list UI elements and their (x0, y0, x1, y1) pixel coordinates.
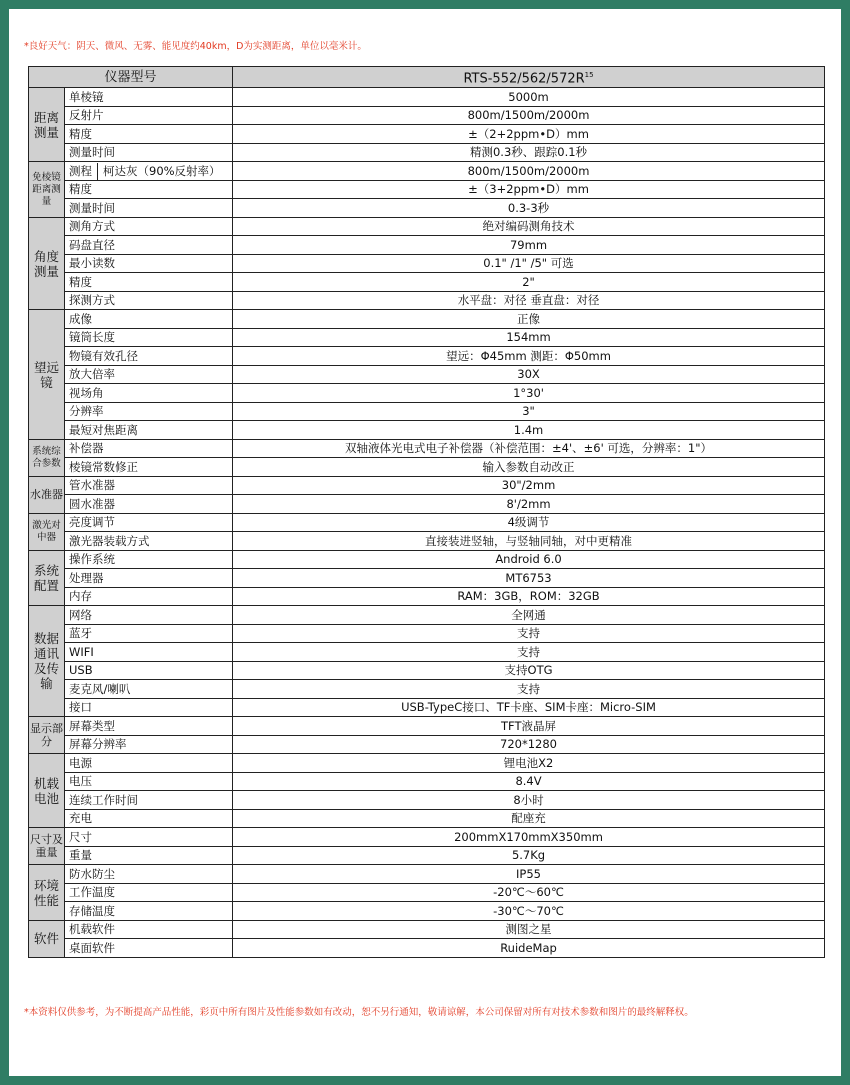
spec-value: 锂电池X2 (233, 754, 825, 773)
spec-label-cell (65, 772, 233, 791)
spec-value: 0.3-3秒 (233, 199, 825, 218)
spec-value: 绝对编码测角技术 (233, 217, 825, 236)
table-row (29, 920, 825, 939)
spec-table (28, 66, 825, 958)
spec-label-cell (65, 809, 233, 828)
header-label: 仪器型号 (29, 67, 233, 88)
table-row (29, 291, 825, 310)
spec-value: 5000m (233, 88, 825, 107)
spec-label-cell (65, 883, 233, 902)
table-row (29, 846, 825, 865)
spec-label-cell (65, 217, 233, 236)
spec-label: 精度 (69, 274, 92, 289)
table-row (29, 772, 825, 791)
spec-label: USB (69, 663, 93, 678)
spec-value: 79mm (233, 236, 825, 255)
spec-value: 154mm (233, 328, 825, 347)
table-row (29, 606, 825, 625)
spec-label-cell (65, 735, 233, 754)
spec-label-cell (65, 236, 233, 255)
spec-label-cell (65, 273, 233, 292)
spec-value: 全网通 (233, 606, 825, 625)
spec-label: 蓝牙 (69, 626, 92, 641)
spec-label-cell (65, 421, 233, 440)
table-row (29, 439, 825, 458)
spec-label: 接口 (69, 700, 92, 715)
spec-value: TFT液晶屏 (233, 717, 825, 736)
spec-value: 30X (233, 365, 825, 384)
spec-value: 直接装进竖轴，与竖轴同轴，对中更精准 (233, 532, 825, 551)
table-row (29, 698, 825, 717)
spec-label-cell (65, 939, 233, 958)
spec-label: 防水防尘 (69, 866, 115, 881)
spec-value: 8'/2mm (233, 495, 825, 514)
spec-value: 正像 (233, 310, 825, 329)
spec-label-cell (65, 291, 233, 310)
spec-value: 水平盘：对径 垂直盘：对径 (233, 291, 825, 310)
table-row (29, 680, 825, 699)
spec-label-cell (65, 698, 233, 717)
spec-label-cell (65, 846, 233, 865)
table-row (29, 939, 825, 958)
table-row (29, 143, 825, 162)
spec-label-cell (65, 347, 233, 366)
table-row (29, 162, 825, 181)
spec-label-cell (65, 365, 233, 384)
spec-label-cell (65, 439, 233, 458)
spec-label-cell (65, 199, 233, 218)
spec-label: 棱镜常数修正 (69, 459, 138, 474)
spec-label-cell (65, 569, 233, 588)
model-name: RTS-552/562/572R (463, 71, 585, 87)
table-row (29, 328, 825, 347)
spec-value: -20℃～60℃ (233, 883, 825, 902)
table-row (29, 495, 825, 514)
spec-label: 机载软件 (69, 922, 115, 937)
table-row (29, 643, 825, 662)
spec-label: 成像 (69, 311, 92, 326)
spec-label: 镜筒长度 (69, 330, 115, 345)
spec-value: 8小时 (233, 791, 825, 810)
table-row (29, 180, 825, 199)
spec-value: 720*1280 (233, 735, 825, 754)
spec-label-cell (65, 661, 233, 680)
spec-value: 支持 (233, 643, 825, 662)
table-row (29, 88, 825, 107)
spec-label-cell (65, 402, 233, 421)
spec-label-cell (65, 162, 233, 181)
spec-value: 双轴液体光电式电子补偿器（补偿范围：±4'、±6' 可选，分辨率：1"） (233, 439, 825, 458)
spec-label: 麦克风/喇叭 (69, 681, 131, 696)
table-row (29, 106, 825, 125)
spec-label: 电源 (69, 755, 92, 770)
spec-label: 分辨率 (69, 404, 104, 419)
spec-label: 存储温度 (69, 903, 115, 918)
spec-label-cell (65, 606, 233, 625)
spec-label: 码盘直径 (69, 237, 115, 252)
spec-label: 精度 (69, 182, 92, 197)
spec-label: 网络 (69, 607, 92, 622)
weather-footnote: *良好天气：阴天、微风、无雾、能见度约40km，D为实测距离，单位以毫米计。 (24, 41, 367, 52)
spec-label-cell (65, 458, 233, 477)
table-row (29, 236, 825, 255)
table-row (29, 569, 825, 588)
spec-label: 尺寸 (69, 829, 92, 844)
table-row (29, 809, 825, 828)
table-row (29, 217, 825, 236)
spec-label: 工作温度 (69, 885, 115, 900)
spec-value: IP55 (233, 865, 825, 884)
spec-value: 支持 (233, 680, 825, 699)
spec-label-cell (65, 754, 233, 773)
spec-label: 操作系统 (69, 552, 115, 567)
spec-value: USB-TypeC接口、TF卡座、SIM卡座：Micro-SIM (233, 698, 825, 717)
spec-label: WIFI (69, 644, 94, 659)
spec-value: 望远：Φ45mm 测距：Φ50mm (233, 347, 825, 366)
spec-label: 屏幕分辨率 (69, 737, 127, 752)
spec-label-cell (65, 88, 233, 107)
table-row (29, 550, 825, 569)
header-model (233, 67, 825, 88)
spec-label: 物镜有效孔径 (69, 348, 138, 363)
spec-label: 电压 (69, 774, 92, 789)
spec-label: 精度 (69, 126, 92, 141)
spec-label: 单棱镜 (69, 89, 104, 104)
table-row (29, 365, 825, 384)
table-row (29, 273, 825, 292)
spec-label: 探测方式 (69, 293, 115, 308)
spec-value: -30℃～70℃ (233, 902, 825, 921)
spec-value: 1°30' (233, 384, 825, 403)
table-row (29, 828, 825, 847)
table-row (29, 754, 825, 773)
spec-label: 测量时间 (69, 145, 115, 160)
spec-label: 圆水准器 (69, 496, 115, 511)
category-cell: 系统配置 (29, 550, 65, 606)
spec-value: 30"/2mm (233, 476, 825, 495)
spec-value: 支持OTG (233, 661, 825, 680)
spec-value: Android 6.0 (233, 550, 825, 569)
spec-label-cell (65, 587, 233, 606)
table-row (29, 476, 825, 495)
category-cell: 尺寸及重量 (29, 828, 65, 865)
spec-label-cell (65, 791, 233, 810)
spec-label-cell (65, 865, 233, 884)
spec-label-cell (65, 328, 233, 347)
table-row (29, 402, 825, 421)
table-row (29, 384, 825, 403)
category-cell: 距离测量 (29, 88, 65, 162)
model-superscript: 15 (584, 71, 594, 79)
spec-label: 管水准器 (69, 478, 115, 493)
category-cell: 望远镜 (29, 310, 65, 440)
spec-label: 测程 (69, 163, 98, 180)
spec-label-cell (65, 550, 233, 569)
spec-label-cell (65, 717, 233, 736)
spec-label: 桌面软件 (69, 940, 115, 955)
spec-value: 测图之星 (233, 920, 825, 939)
table-row (29, 513, 825, 532)
table-row (29, 458, 825, 477)
spec-label-cell (65, 828, 233, 847)
spec-label: 屏幕类型 (69, 718, 115, 733)
spec-value: 精测0.3秒、跟踪0.1秒 (233, 143, 825, 162)
spec-label: 重量 (69, 848, 92, 863)
table-row (29, 717, 825, 736)
spec-value: 配座充 (233, 809, 825, 828)
table-row (29, 310, 825, 329)
table-row (29, 624, 825, 643)
spec-label: 测量时间 (69, 200, 115, 215)
table-row (29, 661, 825, 680)
category-cell: 数据通讯及传输 (29, 606, 65, 717)
spec-value: 5.7Kg (233, 846, 825, 865)
spec-value: 800m/1500m/2000m (233, 162, 825, 181)
table-row (29, 865, 825, 884)
category-cell: 激光对中器 (29, 513, 65, 550)
spec-value: 支持 (233, 624, 825, 643)
spec-value: 8.4V (233, 772, 825, 791)
spec-value: ±（3+2ppm•D）mm (233, 180, 825, 199)
spec-label: 最小读数 (69, 256, 115, 271)
spec-label: 反射片 (69, 108, 104, 123)
table-row (29, 347, 825, 366)
spec-label-cell (65, 143, 233, 162)
table-row (29, 735, 825, 754)
spec-value: 2" (233, 273, 825, 292)
disclaimer-footnote: *本资料仅供参考，为不断提高产品性能，彩页中所有图片及性能参数如有改动，恕不另行通知，敬请谅解，本公司保留对所有对技术参数和图片的最终解释权。 (24, 1007, 694, 1018)
table-row (29, 902, 825, 921)
category-cell: 水准器 (29, 476, 65, 513)
category-cell: 系统综合参数 (29, 439, 65, 476)
spec-label-cell (65, 680, 233, 699)
spec-value: 0.1" /1" /5" 可选 (233, 254, 825, 273)
spec-value: MT6753 (233, 569, 825, 588)
table-row (29, 791, 825, 810)
spec-label-cell (65, 920, 233, 939)
spec-label-cell (65, 513, 233, 532)
category-cell: 机载电池 (29, 754, 65, 828)
spec-label-cell (65, 310, 233, 329)
table-row (29, 254, 825, 273)
spec-sublabel: 柯达灰（90%反射率） (103, 163, 221, 178)
spec-label: 补偿器 (69, 441, 104, 456)
category-cell: 环境性能 (29, 865, 65, 921)
spec-value: 200mmX170mmX350mm (233, 828, 825, 847)
spec-value: 3" (233, 402, 825, 421)
category-cell: 角度测量 (29, 217, 65, 310)
table-row (29, 587, 825, 606)
spec-label-cell (65, 476, 233, 495)
spec-label: 亮度调节 (69, 515, 115, 530)
spec-value: 800m/1500m/2000m (233, 106, 825, 125)
spec-value: ±（2+2ppm•D）mm (233, 125, 825, 144)
spec-value: RAM：3GB，ROM：32GB (233, 587, 825, 606)
spec-label-cell (65, 106, 233, 125)
spec-label: 测角方式 (69, 219, 115, 234)
spec-label-cell (65, 254, 233, 273)
spec-value: 4级调节 (233, 513, 825, 532)
spec-value: 1.4m (233, 421, 825, 440)
category-cell: 显示部分 (29, 717, 65, 754)
spec-label-cell (65, 495, 233, 514)
spec-label: 连续工作时间 (69, 792, 138, 807)
spec-label-cell (65, 624, 233, 643)
spec-label: 充电 (69, 811, 92, 826)
spec-label-cell (65, 532, 233, 551)
table-row (29, 532, 825, 551)
spec-label-cell (65, 902, 233, 921)
table-row (29, 125, 825, 144)
spec-value: RuideMap (233, 939, 825, 958)
spec-label: 视场角 (69, 385, 104, 400)
table-row (29, 199, 825, 218)
category-cell: 软件 (29, 920, 65, 957)
spec-label: 最短对焦距离 (69, 422, 138, 437)
spec-label-cell (65, 125, 233, 144)
spec-label-cell (65, 384, 233, 403)
spec-label-cell (65, 643, 233, 662)
category-cell: 免棱镜距离测量 (29, 162, 65, 218)
table-header-row (29, 67, 825, 88)
table-row (29, 421, 825, 440)
table-row (29, 883, 825, 902)
spec-label-cell (65, 180, 233, 199)
spec-label: 激光器装载方式 (69, 533, 150, 548)
spec-label: 放大倍率 (69, 367, 115, 382)
spec-label: 处理器 (69, 570, 104, 585)
spec-label: 内存 (69, 589, 92, 604)
spec-value: 输入参数自动改正 (233, 458, 825, 477)
